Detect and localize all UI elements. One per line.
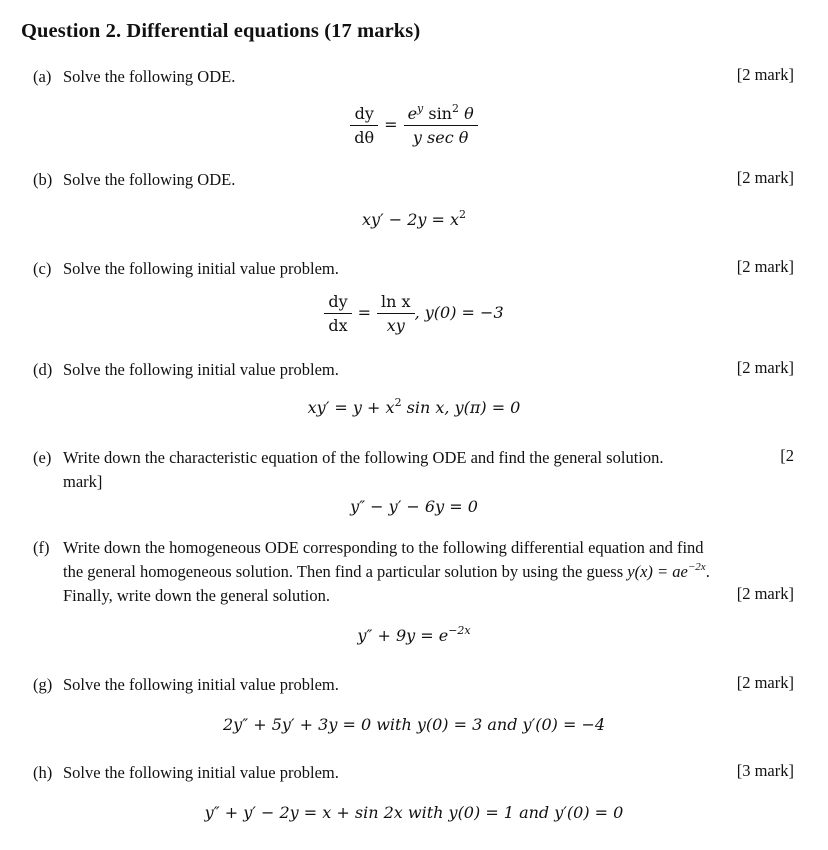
part-e-mark-cont: mark] <box>63 472 103 491</box>
part-h-mark: [3 mark] <box>736 761 794 780</box>
part-c-prompt <box>33 257 339 281</box>
part-b-label: (b) <box>33 170 53 189</box>
part-h-prompt <box>33 761 339 785</box>
part-a-label: (a) <box>33 67 52 86</box>
equation-e: y″ − y′ − 6y = 0 <box>350 497 478 516</box>
part-e-text: Write down the characteristic equation of the following ODE and find the general solution. <box>63 448 664 467</box>
part-e-mark: [2 <box>780 446 794 465</box>
equation-c: $\frac{dy}{dx}$ = $\frac{\text{ln x}}{xy}$ , y(0) = −3 <box>0 292 828 335</box>
equation-g: 2y″ + 5y′ + 3y = 0 with y(0) = 3 and y′(0) = −4 <box>222 715 606 734</box>
equation-b: $xy' - 2y = x^2$ <box>361 208 467 229</box>
part-f-guess: y(x) = ae <box>627 562 688 581</box>
part-d-mark: [2 mark] <box>736 358 794 377</box>
part-c-label: (c) <box>33 259 52 278</box>
part-g-text: Solve the following initial value problem. <box>63 675 339 694</box>
part-b-mark: [2 mark] <box>736 168 794 187</box>
part-f-prompt: (f) Write down the homogeneous ODE corresponding to the following differential equation and find the general homogeneous solution. Then find a particular solution by using the guess $y(x) = ae^{-2x}$. Finally, write down the general solution. <box>33 538 710 605</box>
part-b-text: Solve the following ODE. <box>63 170 236 189</box>
part-g-prompt <box>33 673 339 697</box>
part-h-text: Solve the following initial value problem. <box>63 763 339 782</box>
equation-h: y″ + y′ − 2y = x + sin 2x with y(0) = 1 and y′(0) = 0 <box>204 803 624 822</box>
part-f-label: (f) <box>33 538 50 557</box>
part-g-label: (g) <box>33 675 53 694</box>
equation-f: $y'' + 9y = e^{-2x}$ <box>357 624 471 645</box>
question-title: Question 2. Differential equations (17 marks) <box>21 20 421 42</box>
equation-a-lhs: $\frac{dy}{d\theta}$ <box>350 104 378 147</box>
part-e-label: (e) <box>33 448 52 467</box>
part-a-mark: [2 mark] <box>736 65 794 84</box>
equation-d: $xy' = y + x^2$ sin x, y(π) = 0 <box>307 396 521 417</box>
part-c-text: Solve the following initial value problem. <box>63 259 339 278</box>
part-h-label: (h) <box>33 763 53 782</box>
part-g-mark: [2 mark] <box>736 673 794 692</box>
part-d-text: Solve the following initial value problem. <box>63 360 339 379</box>
part-d-label: (d) <box>33 360 53 379</box>
part-c-mark: [2 mark] <box>736 257 794 276</box>
part-a-prompt <box>33 65 235 89</box>
part-b-prompt <box>33 168 235 192</box>
part-f-mark: [2 mark] <box>736 584 794 603</box>
part-a-text: Solve the following ODE. <box>63 67 236 86</box>
part-d-prompt <box>33 358 339 382</box>
equation-a: $\frac{dy}{d\theta}$ = $\frac{e^y \sin^2 \theta}{\text{y sec θ}}$ <box>0 104 828 147</box>
equation-a-rhs: $\frac{e^y \sin^2 \theta}{\text{y sec θ}}$ <box>404 104 478 147</box>
part-e-prompt <box>33 446 795 494</box>
